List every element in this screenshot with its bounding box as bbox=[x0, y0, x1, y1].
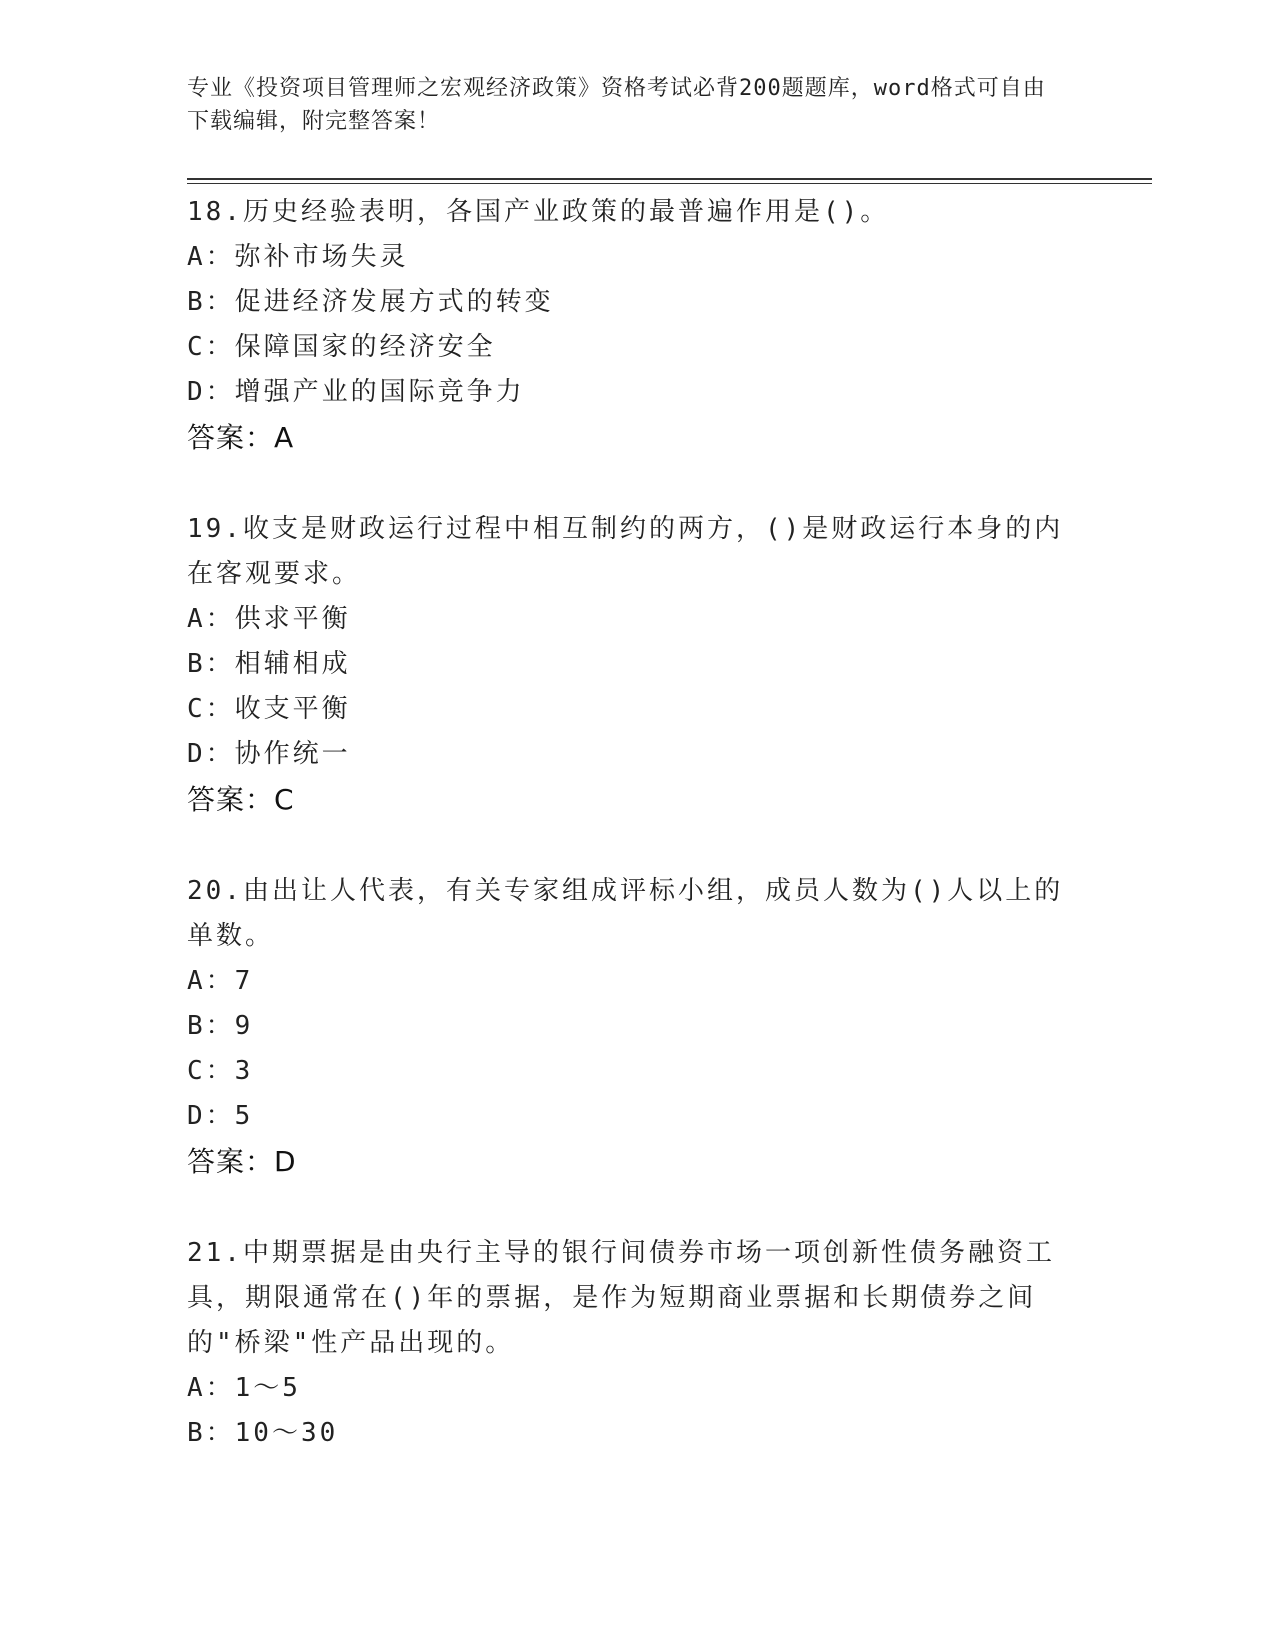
header-divider bbox=[187, 178, 1152, 184]
answer-line: 答案：A bbox=[187, 421, 295, 454]
question-18 bbox=[187, 190, 1087, 460]
option-b: B：相辅相成 bbox=[187, 649, 351, 679]
option-a: A：弥补市场失灵 bbox=[187, 242, 409, 272]
option-b: B：10～30 bbox=[187, 1418, 339, 1448]
document-header: 专业《投资项目管理师之宏观经济政策》资格考试必背200题题库，word格式可自由下载编辑，附完整答案！ bbox=[187, 76, 1046, 134]
option-d: D：5 bbox=[187, 1101, 254, 1131]
question-21 bbox=[187, 1231, 1087, 1456]
answer-line: 答案：D bbox=[187, 1145, 297, 1178]
option-a: A：1～5 bbox=[187, 1373, 301, 1403]
option-a: A：供求平衡 bbox=[187, 604, 351, 634]
answer-line: 答案：C bbox=[187, 783, 295, 816]
option-b: B：9 bbox=[187, 1011, 254, 1041]
option-d: D：增强产业的国际竞争力 bbox=[187, 377, 525, 407]
option-c: C：收支平衡 bbox=[187, 694, 351, 724]
question-20 bbox=[187, 869, 1087, 1184]
option-b: B：促进经济发展方式的转变 bbox=[187, 287, 554, 317]
option-a: A：7 bbox=[187, 966, 254, 996]
option-c: C：3 bbox=[187, 1056, 254, 1086]
option-d: D：协作统一 bbox=[187, 739, 351, 769]
question-stem: 18.历史经验表明，各国产业政策的最普遍作用是()。 bbox=[187, 197, 890, 227]
question-stem: 19.收支是财政运行过程中相互制约的两方，()是财政运行本身的内在客观要求。 bbox=[187, 514, 1064, 589]
option-c: C：保障国家的经济安全 bbox=[187, 332, 496, 362]
question-stem: 20.由出让人代表，有关专家组成评标小组，成员人数为()人以上的单数。 bbox=[187, 876, 1064, 951]
question-stem: 21.中期票据是由央行主导的银行间债券市场一项创新性债务融资工具，期限通常在()年的票据，是作为短期商业票据和长期债券之间的"桥梁"性产品出现的。 bbox=[187, 1238, 1055, 1358]
question-19 bbox=[187, 507, 1087, 822]
question-list bbox=[187, 190, 1087, 1503]
